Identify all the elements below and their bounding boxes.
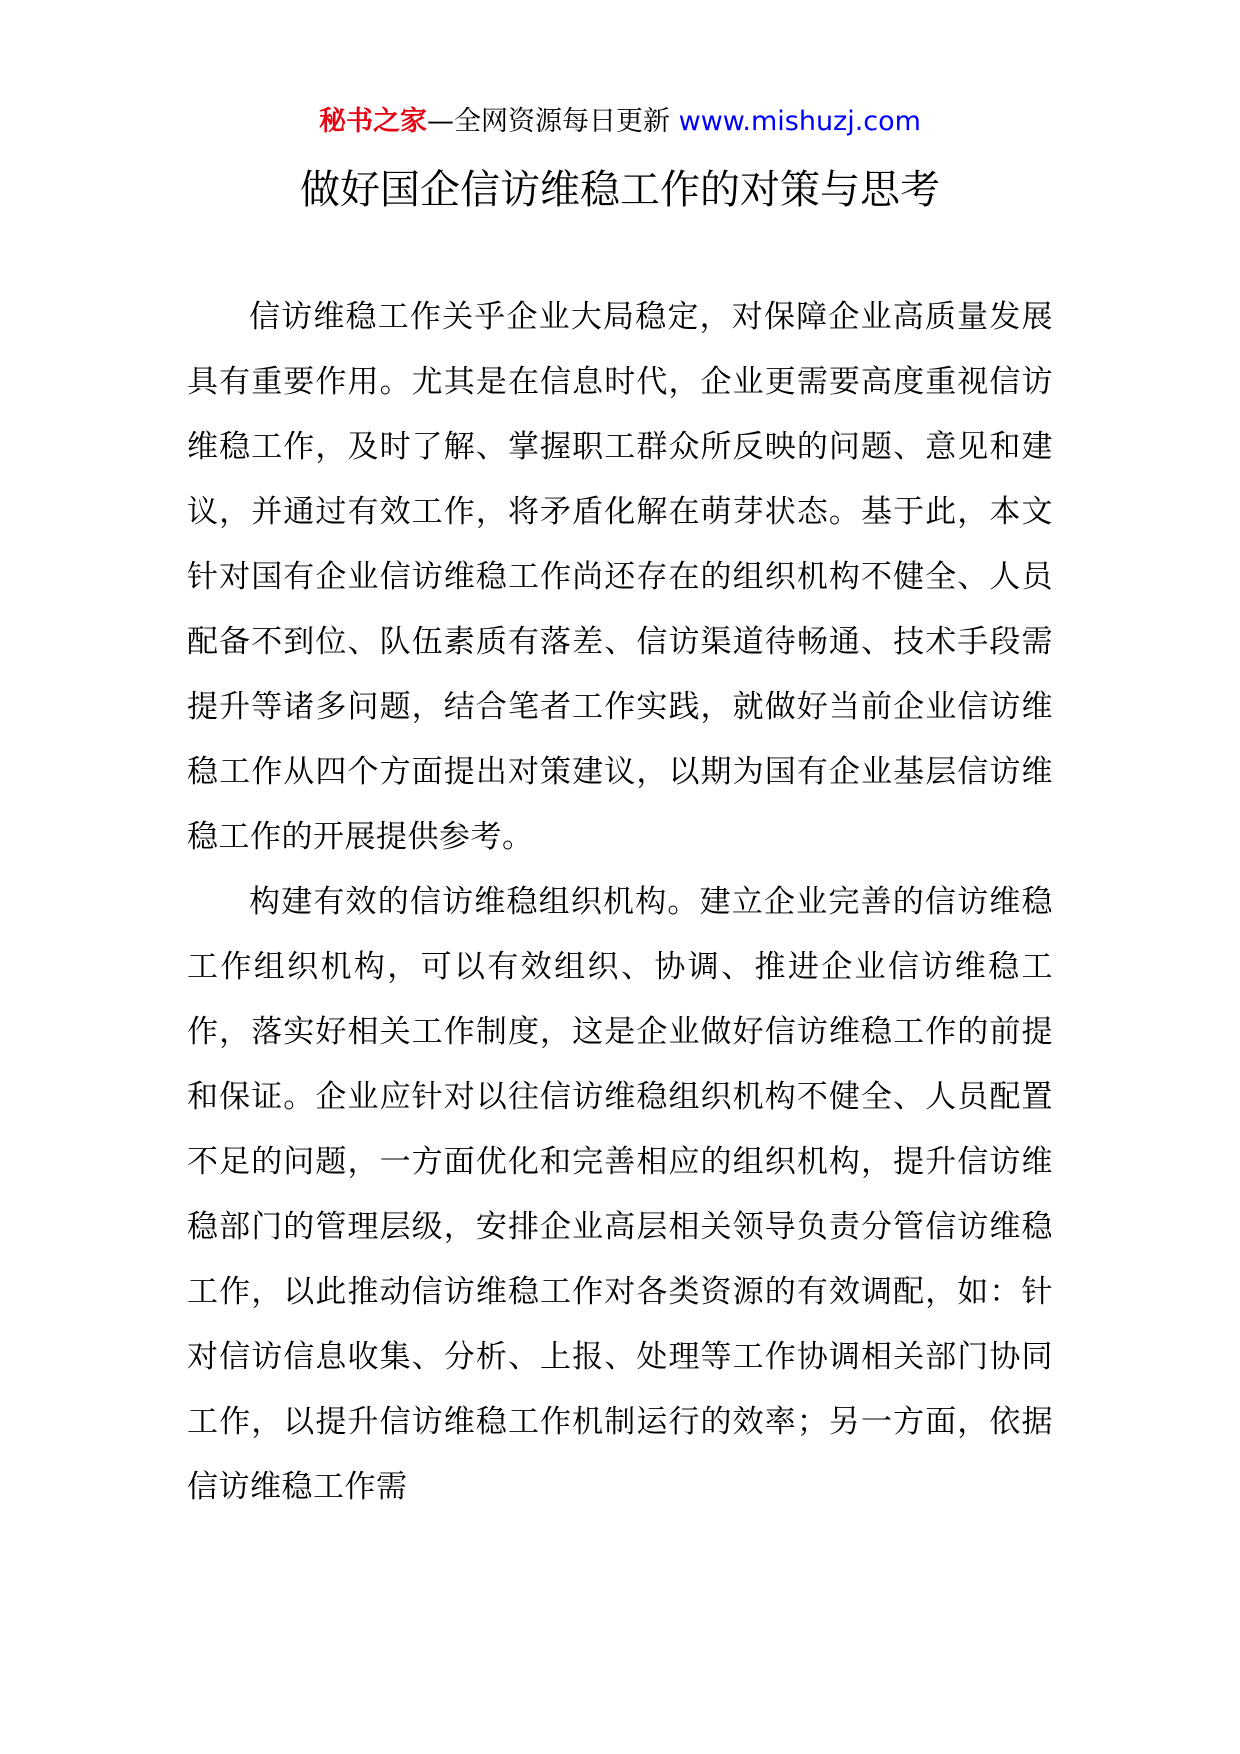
site-header [0,100,1240,144]
paragraph-intro: 信访维稳工作关乎企业大局稳定，对保障企业高质量发展具有重要作用。尤其是在信息时代，企业更需要高度重视信访维稳工作，及时了解、掌握职工群众所反映的问题、意见和建议，并通过有效工作，将矛盾化解在萌芽状态。基于此，本文针对国有企业信访维稳工作尚还存在的组织机构不健全、人员配备不到位、队伍素质有落差、信访渠道待畅通、技术手段需提升等诸多问题，结合笔者工作实践，就做好当前企业信访维稳工作从四个方面提出对策建议，以期为国有企业基层信访维稳工作的开展提供参考。 [187,299,1053,855]
document-body [187,285,1053,1520]
site-brand: 秘书之家 [319,106,428,137]
site-url-link[interactable]: www.mishuzj.com [678,106,921,137]
site-tagline: —全网资源每日更新 [427,106,679,137]
document-title: 做好国企信访维稳工作的对策与思考 [300,167,940,213]
paragraph-organization: 构建有效的信访维稳组织机构。建立企业完善的信访维稳工作组织机构，可以有效组织、协调、推进企业信访维稳工作，落实好相关工作制度，这是企业做好信访维稳工作的前提和保证。企业应针对以往信访维稳组织机构不健全、人员配置不足的问题，一方面优化和完善相应的组织机构，提升信访维稳部门的管理层级，安排企业高层相关领导负责分管信访维稳工作，以此推动信访维稳工作对各类资源的有效调配，如：针对信访信息收集、分析、上报、处理等工作协调相关部门协同工作，以提升信访维稳工作机制运行的效率；另一方面，依据信访维稳工作需 [187,884,1053,1505]
